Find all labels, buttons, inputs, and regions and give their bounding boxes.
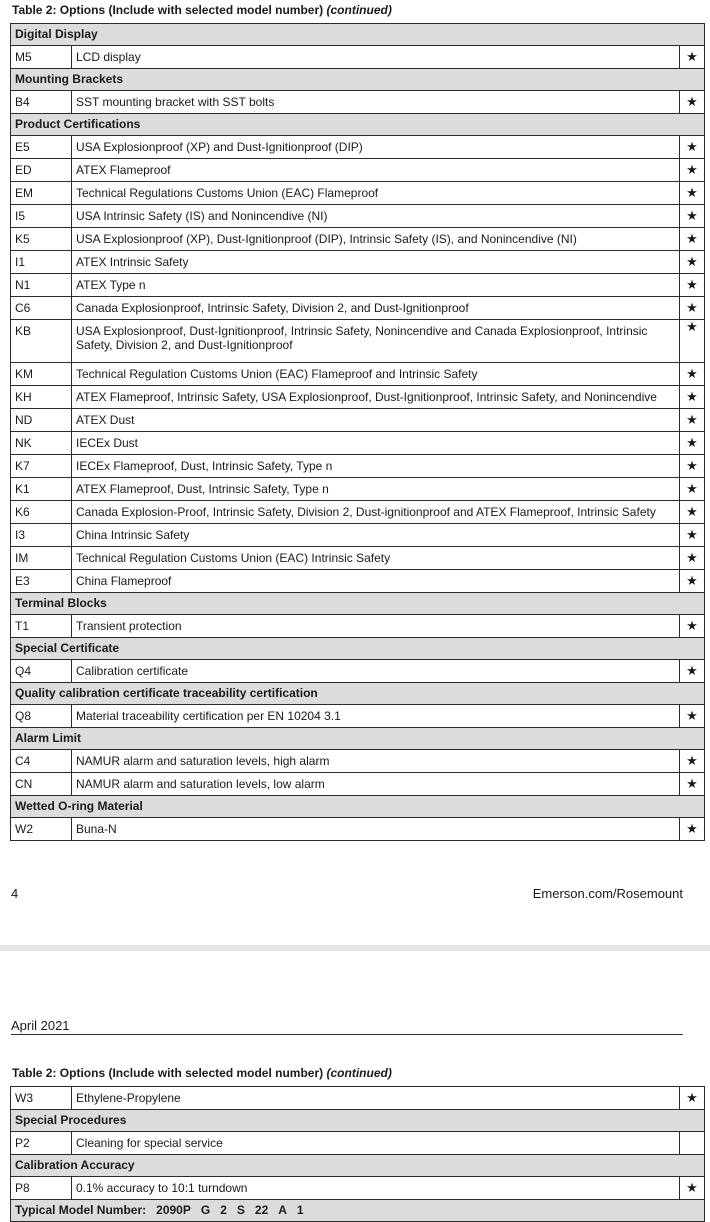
- table-row: [11, 297, 705, 320]
- section-heading-row: [11, 638, 705, 660]
- option-description: LCD display: [72, 46, 680, 69]
- option-code: E3: [11, 570, 72, 593]
- star-icon: ★: [680, 228, 705, 251]
- option-description: Canada Explosionproof, Intrinsic Safety, Division 2, and Dust-Ignitionproof: [72, 297, 680, 320]
- star-icon: ★: [680, 91, 705, 114]
- option-code: P2: [11, 1132, 72, 1155]
- option-description: Buna-N: [72, 818, 680, 841]
- section-heading-row: [11, 24, 705, 46]
- table-caption-continued: Table 2: Options (Include with selected model number) (continued): [12, 1066, 392, 1080]
- star-icon: ★: [680, 1177, 705, 1200]
- star-icon: ★: [680, 182, 705, 205]
- star-icon: ★: [680, 159, 705, 182]
- section-heading: Product Certifications: [11, 114, 705, 136]
- star-icon: ★: [680, 524, 705, 547]
- table-row: [11, 363, 705, 386]
- star-icon: ★: [680, 251, 705, 274]
- option-description: USA Explosionproof, Dust-Ignitionproof, Intrinsic Safety, Nonincendive and Canada Explosionproof, Intrinsic Safety, Division 2, and Dust-Ignitionproof: [72, 320, 680, 363]
- option-code: Q4: [11, 660, 72, 683]
- option-description: ATEX Flameproof, Intrinsic Safety, USA Explosionproof, Dust-Ignitionproof, Intrinsic Safety, and Nonincendive: [72, 386, 680, 409]
- table-row: [11, 228, 705, 251]
- option-description: NAMUR alarm and saturation levels, low alarm: [72, 773, 680, 796]
- star-icon: ★: [680, 750, 705, 773]
- table-row: [11, 91, 705, 114]
- table-row: [11, 705, 705, 728]
- option-code: N1: [11, 274, 72, 297]
- table-row: [11, 1132, 705, 1155]
- star-icon: ★: [680, 409, 705, 432]
- option-code: T1: [11, 615, 72, 638]
- model-code-part: 22: [254, 1203, 269, 1217]
- option-code: K6: [11, 501, 72, 524]
- page-date: April 2021: [11, 1018, 70, 1033]
- model-code-part: 2: [220, 1203, 227, 1217]
- star-icon: ★: [680, 386, 705, 409]
- table-row: [11, 547, 705, 570]
- table-row: [11, 501, 705, 524]
- model-code-part: A: [278, 1203, 287, 1217]
- option-description: Technical Regulation Customs Union (EAC) Flameproof and Intrinsic Safety: [72, 363, 680, 386]
- table-row: [11, 182, 705, 205]
- section-heading-row: [11, 728, 705, 750]
- option-code: KH: [11, 386, 72, 409]
- table-row: [11, 773, 705, 796]
- option-code: C6: [11, 297, 72, 320]
- star-icon: [680, 1132, 705, 1155]
- option-code: C4: [11, 750, 72, 773]
- option-description: Calibration certificate: [72, 660, 680, 683]
- section-heading: Mounting Brackets: [11, 69, 705, 91]
- star-icon: ★: [680, 455, 705, 478]
- table-row: [11, 409, 705, 432]
- option-code: NK: [11, 432, 72, 455]
- footer-link[interactable]: Emerson.com/Rosemount: [532, 886, 683, 901]
- star-icon: ★: [680, 773, 705, 796]
- header-rule: [11, 1034, 683, 1035]
- option-description: ATEX Dust: [72, 409, 680, 432]
- option-description: NAMUR alarm and saturation levels, high alarm: [72, 750, 680, 773]
- section-heading-row: [11, 1155, 705, 1177]
- section-heading: Terminal Blocks: [11, 593, 705, 615]
- model-code-part: 1: [296, 1203, 304, 1217]
- option-code: K7: [11, 455, 72, 478]
- star-icon: ★: [680, 136, 705, 159]
- section-heading: Wetted O-ring Material: [11, 796, 705, 818]
- option-description: ATEX Intrinsic Safety: [72, 251, 680, 274]
- star-icon: ★: [680, 478, 705, 501]
- star-icon: ★: [680, 1087, 705, 1110]
- option-description: China Intrinsic Safety: [72, 524, 680, 547]
- table-row: [11, 615, 705, 638]
- table-row: [11, 251, 705, 274]
- table-row: [11, 478, 705, 501]
- option-code: W2: [11, 818, 72, 841]
- option-description: Material traceability certification per EN 10204 3.1: [72, 705, 680, 728]
- section-heading-row: [11, 1110, 705, 1132]
- star-icon: ★: [680, 205, 705, 228]
- option-description: SST mounting bracket with SST bolts: [72, 91, 680, 114]
- option-code: EM: [11, 182, 72, 205]
- option-description: USA Explosionproof (XP) and Dust-Ignitionproof (DIP): [72, 136, 680, 159]
- star-icon: ★: [680, 818, 705, 841]
- section-heading-row: [11, 593, 705, 615]
- star-icon: ★: [680, 297, 705, 320]
- option-description: ATEX Type n: [72, 274, 680, 297]
- typical-model-number: [11, 1200, 705, 1222]
- option-code: ED: [11, 159, 72, 182]
- section-heading-row: [11, 796, 705, 818]
- option-code: I1: [11, 251, 72, 274]
- section-heading: Quality calibration certificate traceability certification: [11, 683, 705, 705]
- option-description: 0.1% accuracy to 10:1 turndown: [72, 1177, 680, 1200]
- table-row: [11, 660, 705, 683]
- option-code: P8: [11, 1177, 72, 1200]
- table-row: [11, 1087, 705, 1110]
- option-code: I5: [11, 205, 72, 228]
- option-code: K5: [11, 228, 72, 251]
- option-description: Canada Explosion-Proof, Intrinsic Safety, Division 2, Dust-ignitionproof and ATEX Flameproof, Intrinsic Safety: [72, 501, 680, 524]
- options-table-continued: [10, 1086, 705, 1222]
- option-code: B4: [11, 91, 72, 114]
- page-separator: [0, 945, 710, 951]
- star-icon: ★: [680, 615, 705, 638]
- star-icon: ★: [680, 363, 705, 386]
- star-icon: ★: [680, 320, 705, 363]
- model-code-part: S: [236, 1203, 245, 1217]
- option-description: Technical Regulation Customs Union (EAC) Intrinsic Safety: [72, 547, 680, 570]
- star-icon: ★: [680, 705, 705, 728]
- option-description: Ethylene-Propylene: [72, 1087, 680, 1110]
- option-code: ND: [11, 409, 72, 432]
- star-icon: ★: [680, 432, 705, 455]
- table-row: [11, 818, 705, 841]
- option-description: China Flameproof: [72, 570, 680, 593]
- table-row: [11, 274, 705, 297]
- option-description: Cleaning for special service: [72, 1132, 680, 1155]
- option-description: Transient protection: [72, 615, 680, 638]
- option-description: USA Intrinsic Safety (IS) and Nonincendive (NI): [72, 205, 680, 228]
- option-description: ATEX Flameproof: [72, 159, 680, 182]
- star-icon: ★: [680, 501, 705, 524]
- table-caption: Table 2: Options (Include with selected model number) (continued): [12, 3, 392, 17]
- option-description: USA Explosionproof (XP), Dust-Ignitionproof (DIP), Intrinsic Safety (IS), and Nonincendive (NI): [72, 228, 680, 251]
- option-code: E5: [11, 136, 72, 159]
- table-row: [11, 524, 705, 547]
- page-number: 4: [11, 886, 19, 901]
- table-row: [11, 205, 705, 228]
- typical-model-label: Typical Model Number:: [15, 1203, 147, 1217]
- star-icon: ★: [680, 274, 705, 297]
- option-code: I3: [11, 524, 72, 547]
- section-heading-row: [11, 69, 705, 91]
- option-code: M5: [11, 46, 72, 69]
- table-row: [11, 432, 705, 455]
- option-description: IECEx Dust: [72, 432, 680, 455]
- option-code: KB: [11, 320, 72, 363]
- table-row: [11, 46, 705, 69]
- table-row: [11, 320, 705, 363]
- option-description: ATEX Flameproof, Dust, Intrinsic Safety, Type n: [72, 478, 680, 501]
- options-table: [10, 23, 705, 841]
- table-row: [11, 159, 705, 182]
- section-heading: Calibration Accuracy: [11, 1155, 705, 1177]
- section-heading: Special Certificate: [11, 638, 705, 660]
- option-code: KM: [11, 363, 72, 386]
- section-heading-row: [11, 114, 705, 136]
- table-row: [11, 1177, 705, 1200]
- section-heading: Special Procedures: [11, 1110, 705, 1132]
- section-heading-row: [11, 683, 705, 705]
- option-code: Q8: [11, 705, 72, 728]
- table-row: [11, 750, 705, 773]
- option-description: IECEx Flameproof, Dust, Intrinsic Safety, Type n: [72, 455, 680, 478]
- table-row: [11, 136, 705, 159]
- model-code-part: 2090P: [156, 1203, 191, 1217]
- star-icon: ★: [680, 660, 705, 683]
- table-row: [11, 455, 705, 478]
- star-icon: ★: [680, 547, 705, 570]
- star-icon: ★: [680, 570, 705, 593]
- option-description: Technical Regulations Customs Union (EAC) Flameproof: [72, 182, 680, 205]
- option-code: CN: [11, 773, 72, 796]
- section-heading: Alarm Limit: [11, 728, 705, 750]
- option-code: W3: [11, 1087, 72, 1110]
- section-heading: Digital Display: [11, 24, 705, 46]
- table-row: [11, 386, 705, 409]
- table-row: [11, 570, 705, 593]
- option-code: K1: [11, 478, 72, 501]
- model-code-part: G: [200, 1203, 211, 1217]
- typical-model-number-row: [11, 1200, 705, 1222]
- option-code: IM: [11, 547, 72, 570]
- star-icon: ★: [680, 46, 705, 69]
